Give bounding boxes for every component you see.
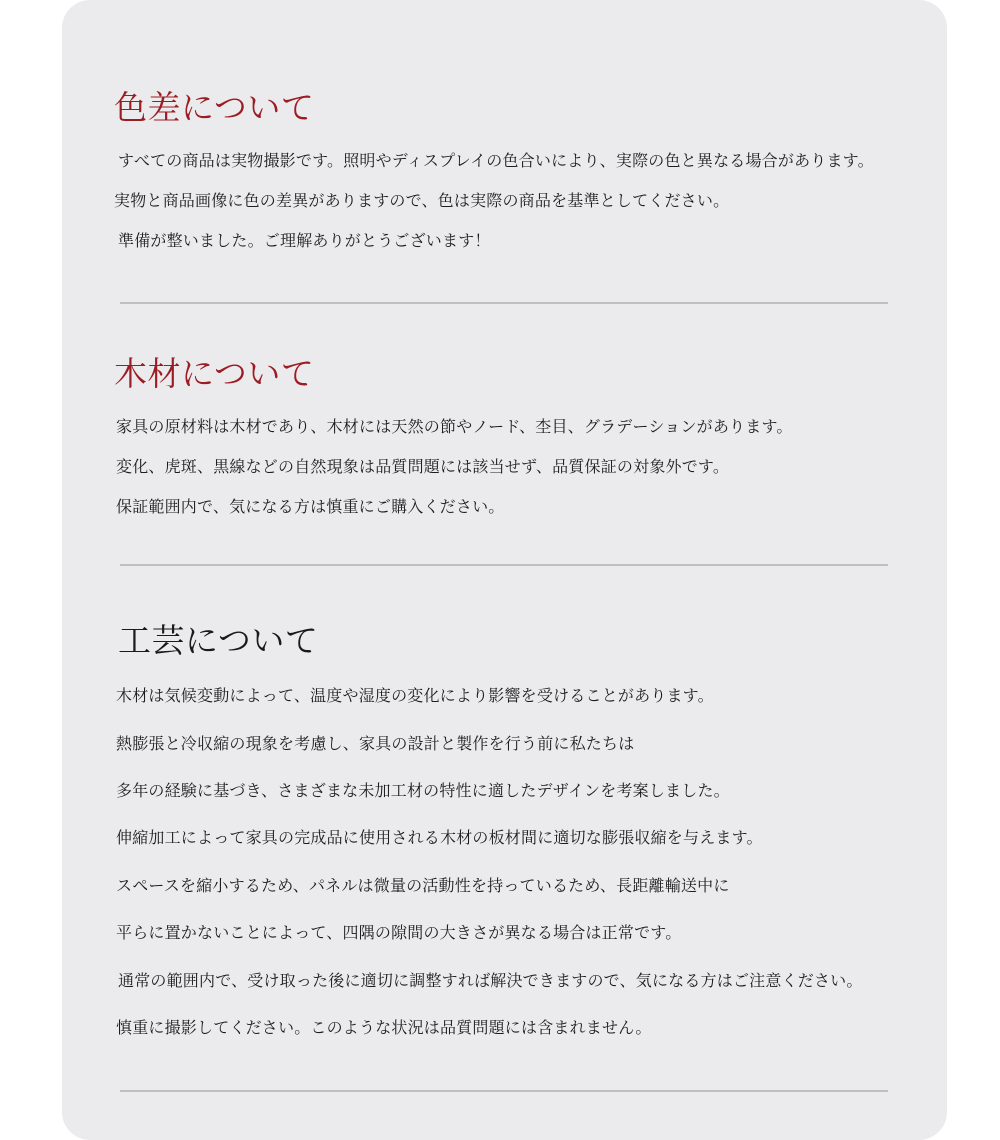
section-text-line: 保証範囲内で、気になる方は慎重にご購入ください。 [116, 497, 505, 516]
section-color-difference [114, 88, 954, 250]
section-text-line: すべての商品は実物撮影です。照明やディスプレイの色合いにより、実際の色と異なる場合があります。 [118, 151, 874, 170]
section-divider [120, 302, 888, 304]
section-text-line: 慎重に撮影してください。このような状況は品質問題には含まれません。 [116, 1018, 652, 1037]
section-text-line: 実物と商品画像に色の差異がありますので、色は実際の商品を基準としてください。 [114, 191, 730, 210]
section-text-line: 木材は気候変動によって、温度や湿度の変化により影響を受けることがあります。 [116, 686, 714, 705]
section-craft [114, 621, 954, 1037]
section-text-line: 熱膨張と冷収縮の現象を考慮し、家具の設計と製作を行う前に私たちは [116, 734, 635, 753]
section-text-line: 多年の経験に基づき、さまざまな未加工材の特性に適したデザインを考案しました。 [116, 781, 730, 800]
section-text-line: スペースを縮小するため、パネルは微量の活動性を持っているため、長距離輸送中に [116, 876, 730, 895]
section-text-line: 家具の原材料は木材であり、木材には天然の節やノード、杢目、グラデーションがあります。 [116, 417, 793, 436]
section-title-craft: 工芸について [118, 621, 319, 660]
section-title-wood: 木材について [114, 354, 315, 393]
section-text-line: 準備が整いました。ご理解ありがとうございます！ [118, 231, 491, 250]
section-text-line: 通常の範囲内で、受け取った後に適切に調整すれば解決できますので、気になる方はご注意ください。 [118, 971, 863, 990]
section-text-line: 平らに置かないことによって、四隅の隙間の大きさが異なる場合は正常です。 [116, 923, 682, 942]
section-title-color-difference: 色差について [114, 88, 315, 127]
section-text-line: 伸縮加工によって家具の完成品に使用される木材の板材間に適切な膨張収縮を与えます。 [116, 828, 763, 847]
section-text-line: 変化、虎斑、黒線などの自然現象は品質問題には該当せず、品質保証の対象外です。 [116, 457, 730, 476]
section-divider [120, 1090, 888, 1092]
section-divider [120, 564, 888, 566]
section-wood [114, 354, 954, 516]
